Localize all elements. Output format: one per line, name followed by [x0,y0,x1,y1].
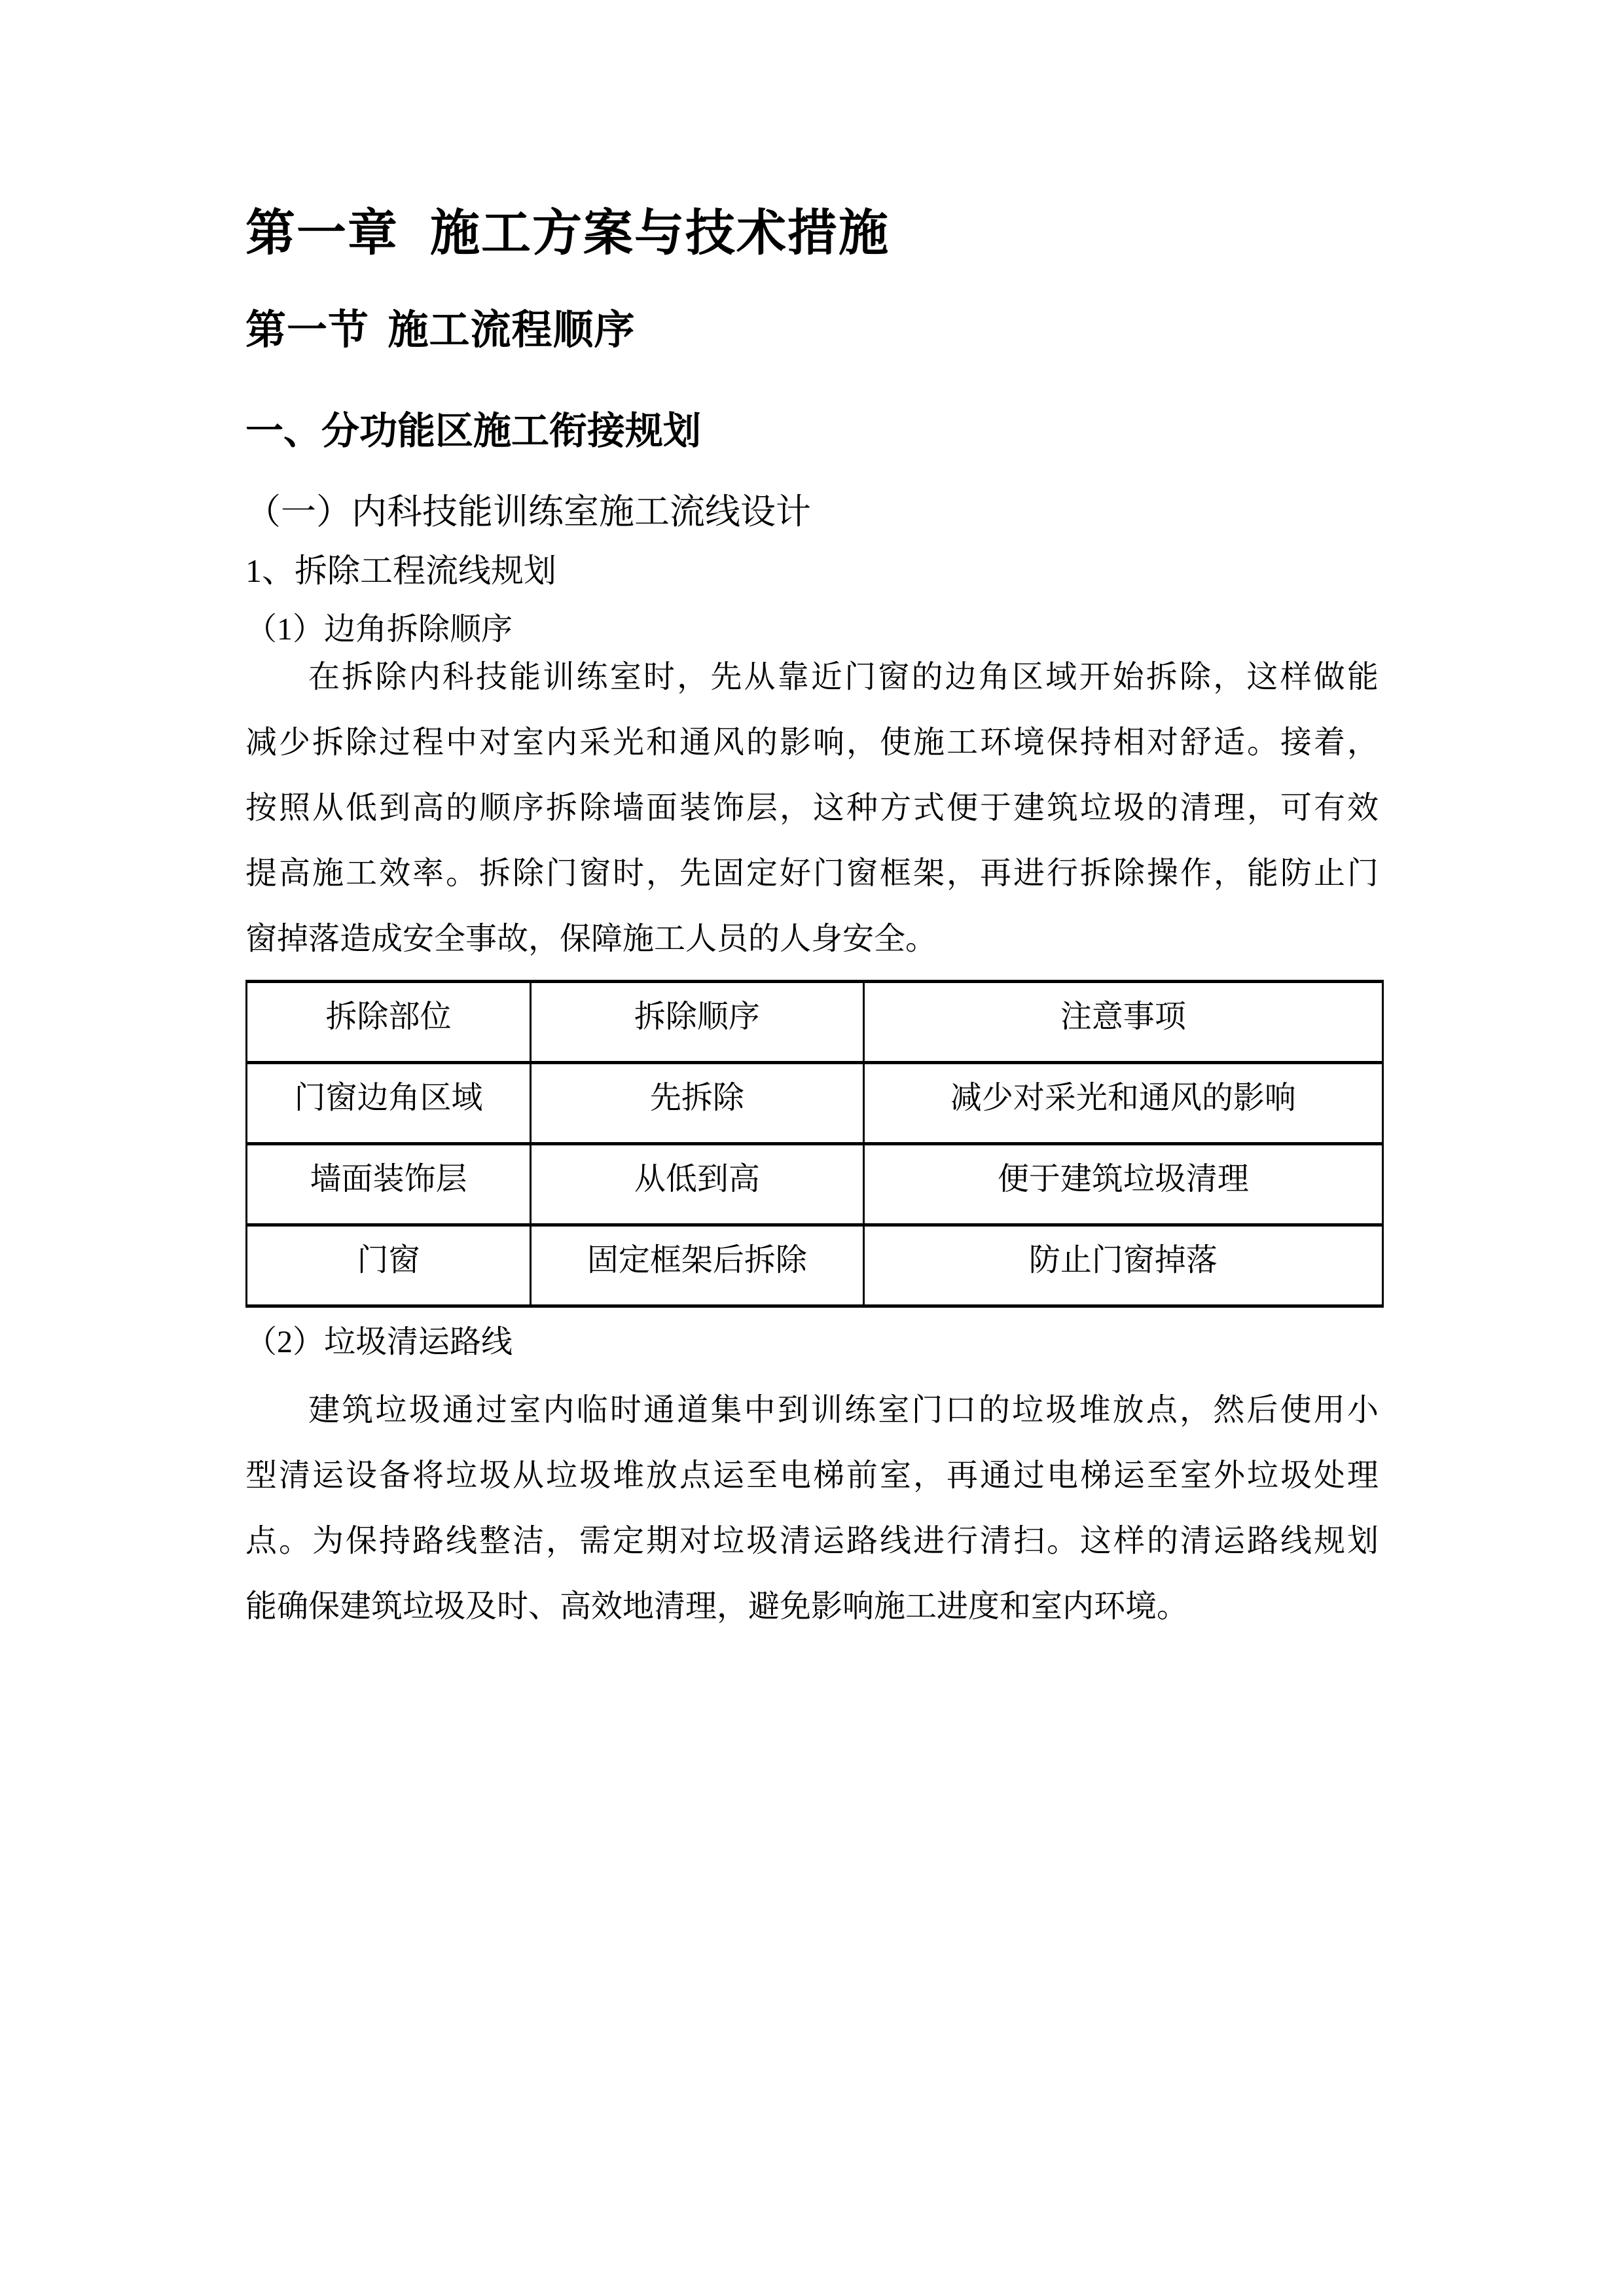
subsection-heading-demolition-plan: 1、拆除工程流线规划 [245,552,556,589]
table-cell: 门窗 [247,1225,531,1306]
paragraph-line: 点。为保持路线整洁，需定期对垃圾清运路线进行清扫。这样的清运路线规划 [245,1524,1379,1558]
table-cell: 门窗边角区域 [247,1063,531,1144]
subsection-heading-training-room: （一）内科技能训练室施工流线设计 [245,492,811,531]
subsection-heading-waste-route: （2）垃圾清运路线 [245,1325,513,1359]
paragraph-line: 窗掉落造成安全事故，保障施工人员的人身安全。 [245,922,937,956]
subsection-heading-function-zones: 一、分功能区施工衔接规划 [245,410,702,452]
table-row [247,1063,1383,1144]
demolition-table [245,980,1384,1308]
paragraph-line: 建筑垃圾通过室内临时通道集中到训练室门口的垃圾堆放点，然后使用小 [308,1393,1379,1427]
paragraph-line: 能确保建筑垃圾及时、高效地清理，避免影响施工进度和室内环境。 [245,1589,1189,1624]
table-body [247,1063,1383,1306]
paragraph-waste-route [245,1378,1379,1640]
table-cell: 从低到高 [531,1144,864,1225]
paragraph-demolition [245,645,1379,972]
table-row [247,1144,1383,1225]
table-cell: 固定框架后拆除 [531,1225,864,1306]
subsection-heading-corner-order: （1）边角拆除顺序 [245,612,513,647]
table-header-cell: 拆除顺序 [531,982,864,1063]
table-header-cell: 拆除部位 [247,982,531,1063]
table-cell: 防止门窗掉落 [863,1225,1382,1306]
table-cell: 减少对采光和通风的影响 [863,1063,1382,1144]
table-header-row [247,982,1383,1063]
paragraph-line: 提高施工效率。拆除门窗时，先固定好门窗框架，再进行拆除操作，能防止门 [245,856,1379,891]
paragraph-line: 型清运设备将垃圾从垃圾堆放点运至电梯前室，再通过电梯运至室外垃圾处理 [245,1458,1379,1493]
table-head [247,982,1383,1063]
paragraph-line: 减少拆除过程中对室内采光和通风的影响，使施工环境保持相对舒适。接着， [245,725,1379,760]
section-heading: 第一节 施工流程顺序 [245,308,636,353]
paragraph-line: 在拆除内科技能训练室时，先从靠近门窗的边角区域开始拆除，这样做能 [308,660,1379,694]
chapter-heading: 第一章 施工方案与技术措施 [245,206,890,261]
table-header-cell: 注意事项 [863,982,1382,1063]
table-row [247,1225,1383,1306]
table-cell: 便于建筑垃圾清理 [863,1144,1382,1225]
table-cell: 先拆除 [531,1063,864,1144]
table-cell: 墙面装饰层 [247,1144,531,1225]
paragraph-line: 按照从低到高的顺序拆除墙面装饰层，这种方式便于建筑垃圾的清理，可有效 [245,791,1379,825]
